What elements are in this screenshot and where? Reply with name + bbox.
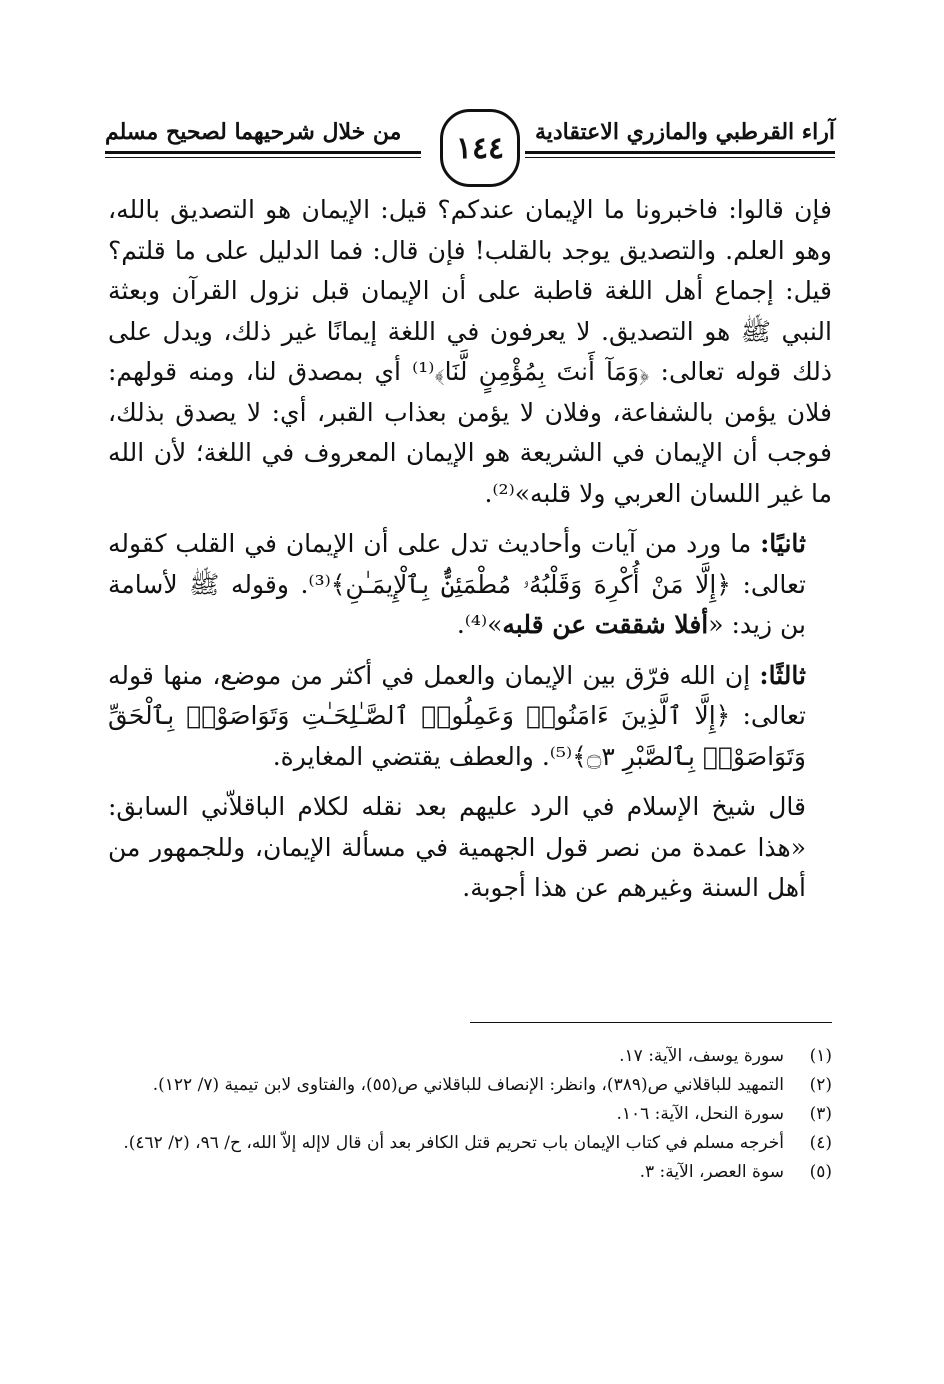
paragraph-3 [108, 656, 832, 778]
book-subtitle: من خلال شرحيهما لصحيح مسلم [105, 119, 402, 145]
footnote-text: سورة يوسف، الآية: ١٧. [619, 1046, 784, 1066]
paragraph-2-text: ما ورد من آيات وأحاديث تدل على أن الإيمان في القلب كقوله تعالى: ﴿إِلَّا مَنْ أُكْرِهَ وَقَلْبُهُۥ مُطْمَئِنٌّۢ بِٱلْإِيمَـٰنِ﴾⁽³⁾. وقوله ﷺ لأسامة بن زيد: « [108, 529, 807, 639]
header-rule-left-thin [105, 157, 421, 158]
footnote [108, 1129, 832, 1158]
paragraph-4: قال شيخ الإسلام في الرد عليهم بعد نقله لكلام الباقلاّني السابق: «هذا عمدة من نصر قول الجهمية في مسألة الإيمان، وللجمهور من أهل السنة وغيرهم عن هذا أجوبة. [108, 792, 806, 902]
footnote [108, 1071, 832, 1100]
footnote-text: سورة النحل، الآية: ١٠٦. [616, 1104, 784, 1124]
header-rule-left [105, 151, 421, 154]
paragraph-3-text: إن الله فرّق بين الإيمان والعمل في أكثر من موضع، منها قوله تعالى: ﴿إِلَّا ٱلَّذِينَ ءَامَنُوا۟ وَعَمِلُوا۟ ٱلصَّـٰلِحَـٰتِ وَتَوَاصَوْا۟ بِٱلْحَقِّ وَتَوَاصَوْا۟ بِٱلصَّبْرِ ۝٣﴾⁽⁵⁾. والعطف يقتضي المغايرة. [108, 660, 806, 771]
main-text [108, 190, 832, 909]
paragraph-1: فإن قالوا: فاخبرونا ما الإيمان عندكم؟ قيل: الإيمان هو التصديق بالله، وهو العلم. والتصديق يوجد بالقلب! فإن قال: فما الدليل على ما قلتم؟ قيل: إجماع أهل اللغة قاطبة على أن الإيمان قبل نزول القرآن وبعثة النبي ﷺ هو التصديق. لا يعرفون في اللغة إيمانًا غير ذلك، ويدل على ذلك قوله تعالى: ﴿وَمَآ أَنتَ بِمُؤْمِنٍ لَّنَا﴾⁽¹⁾ أي بمصدق لنا، ومنه قولهم: فلان يؤمن بالشفاعة، وفلان لا يؤمن بعذاب القبر، أي: لا يصدق بذلك، فوجب أن الإيمان في الشريعة هو الإيمان المعروف في اللغة؛ لأن الله ما غير اللسان العربي ولا قلبه»⁽²⁾. [108, 195, 833, 508]
footnote-number: (١) [809, 1046, 832, 1066]
footnote-text: سوة العصر، الآية: ٣. [639, 1162, 784, 1182]
header-rule-right-thin [525, 157, 835, 158]
footnote-text: أخرجه مسلم في كتاب الإيمان باب تحريم قتل الكافر بعد أن قال لاإله إلاّ الله، ح/ ٩٦، (٢/ ٤٦٢). [123, 1133, 784, 1153]
footnote-divider [470, 1022, 832, 1023]
paragraph-2-end: »⁽⁴⁾. [456, 610, 503, 639]
book-title: آراء القرطبي والمازري الاعتقادية [534, 119, 835, 145]
hadith-quote: أفلا شققت عن قلبه [502, 610, 709, 639]
footnotes [108, 1042, 832, 1187]
footnote-number: (٢) [809, 1075, 832, 1095]
footnote [108, 1042, 832, 1071]
footnote-text: التمهيد للباقلاني ص(٣٨٩)، وانظر: الإنصاف للباقلاني ص(٥٥)، والفتاوى لابن تيمية (٧/ ١٢٢). [152, 1075, 784, 1095]
footnote [108, 1100, 832, 1129]
header-rule-right [525, 151, 835, 154]
footnote [108, 1158, 832, 1187]
footnote-number: (٥) [809, 1162, 832, 1182]
paragraph-2 [108, 524, 832, 646]
paragraph-3-lead: ثالثًا: [759, 660, 806, 690]
paragraph-2-lead: ثانيًا: [760, 529, 806, 558]
footnote-number: (٤) [809, 1133, 832, 1153]
page-number: ١٤٤ [440, 109, 520, 187]
footnote-number: (٣) [809, 1104, 832, 1124]
page-header [105, 105, 835, 175]
